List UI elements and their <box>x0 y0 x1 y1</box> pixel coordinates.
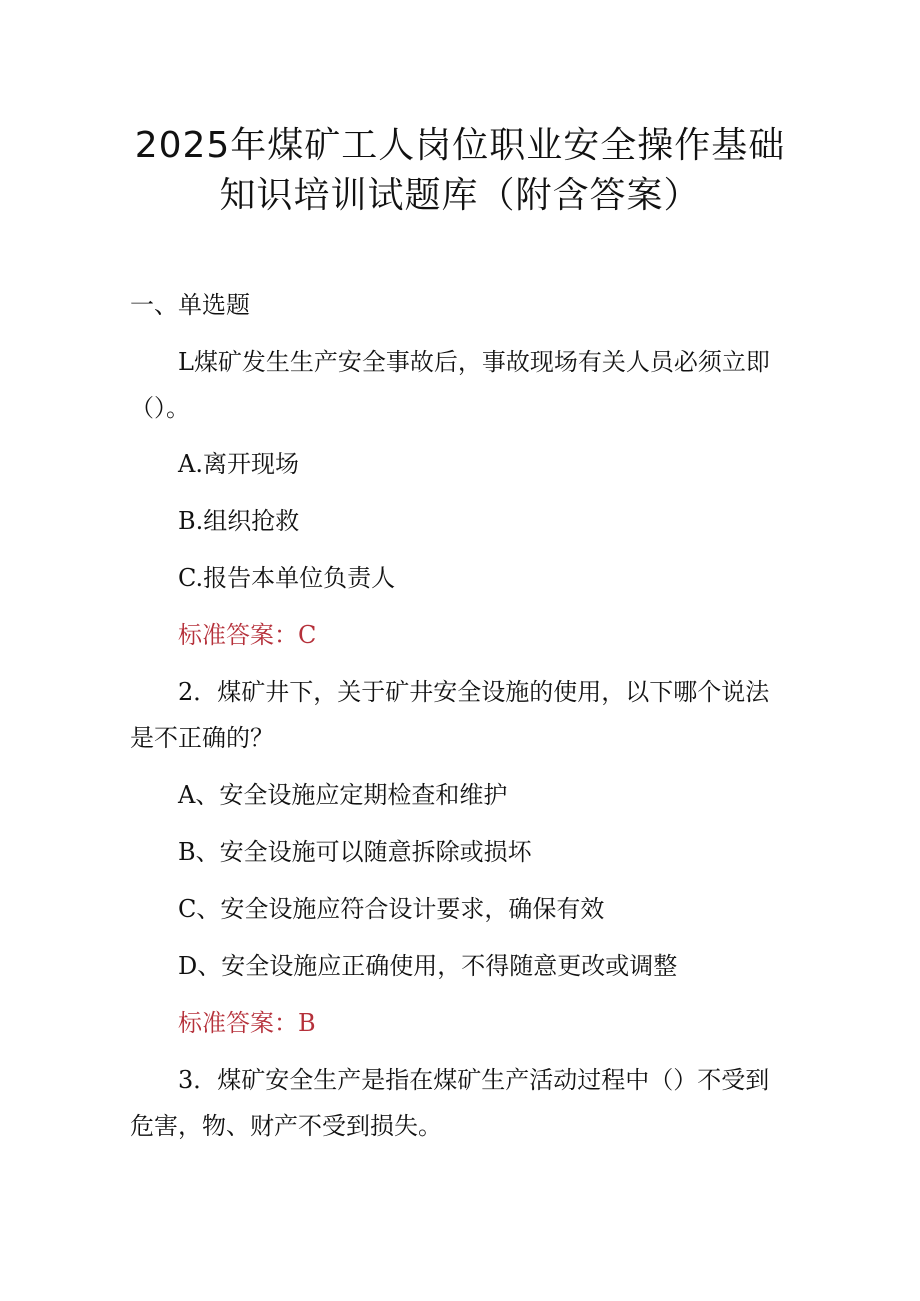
question-2-stem-line-1: 2．煤矿井下，关于矿井安全设施的使用，以下哪个说法 <box>178 678 770 706</box>
question-2-option-b: B、安全设施可以随意拆除或损坏 <box>178 838 532 866</box>
question-1-option-c: C.报告本单位负责人 <box>178 564 396 592</box>
question-2-option-a: A、安全设施应定期检查和维护 <box>178 781 508 809</box>
question-2-option-c: C、安全设施应符合设计要求，确保有效 <box>178 895 605 923</box>
question-1-stem-line-2: （）。 <box>130 394 190 422</box>
document-title-line-2: 知识培训试题库（附含答案） <box>219 175 701 216</box>
question-2-answer: 标准答案：B <box>178 1009 316 1037</box>
question-1-stem-line-1: L煤矿发生生产安全事故后，事故现场有关人员必须立即 <box>178 348 770 376</box>
question-2-stem-line-2: 是不正确的？ <box>130 724 274 752</box>
question-1-option-b: B.组织抢救 <box>178 507 300 535</box>
document-title-line-1: 2025年煤矿工人岗位职业安全操作基础 <box>134 125 786 166</box>
question-1-option-a: A.离开现场 <box>178 450 299 478</box>
question-2-option-d: D、安全设施应正确使用，不得随意更改或调整 <box>178 952 678 980</box>
question-3-stem-line-2: 危害，物、财产不受到损失。 <box>130 1112 442 1140</box>
section-heading: 一、单选题 <box>130 291 250 319</box>
question-1-answer: 标准答案：C <box>178 621 317 649</box>
question-3-stem-line-1: 3．煤矿安全生产是指在煤矿生产活动过程中（）不受到 <box>178 1066 770 1094</box>
